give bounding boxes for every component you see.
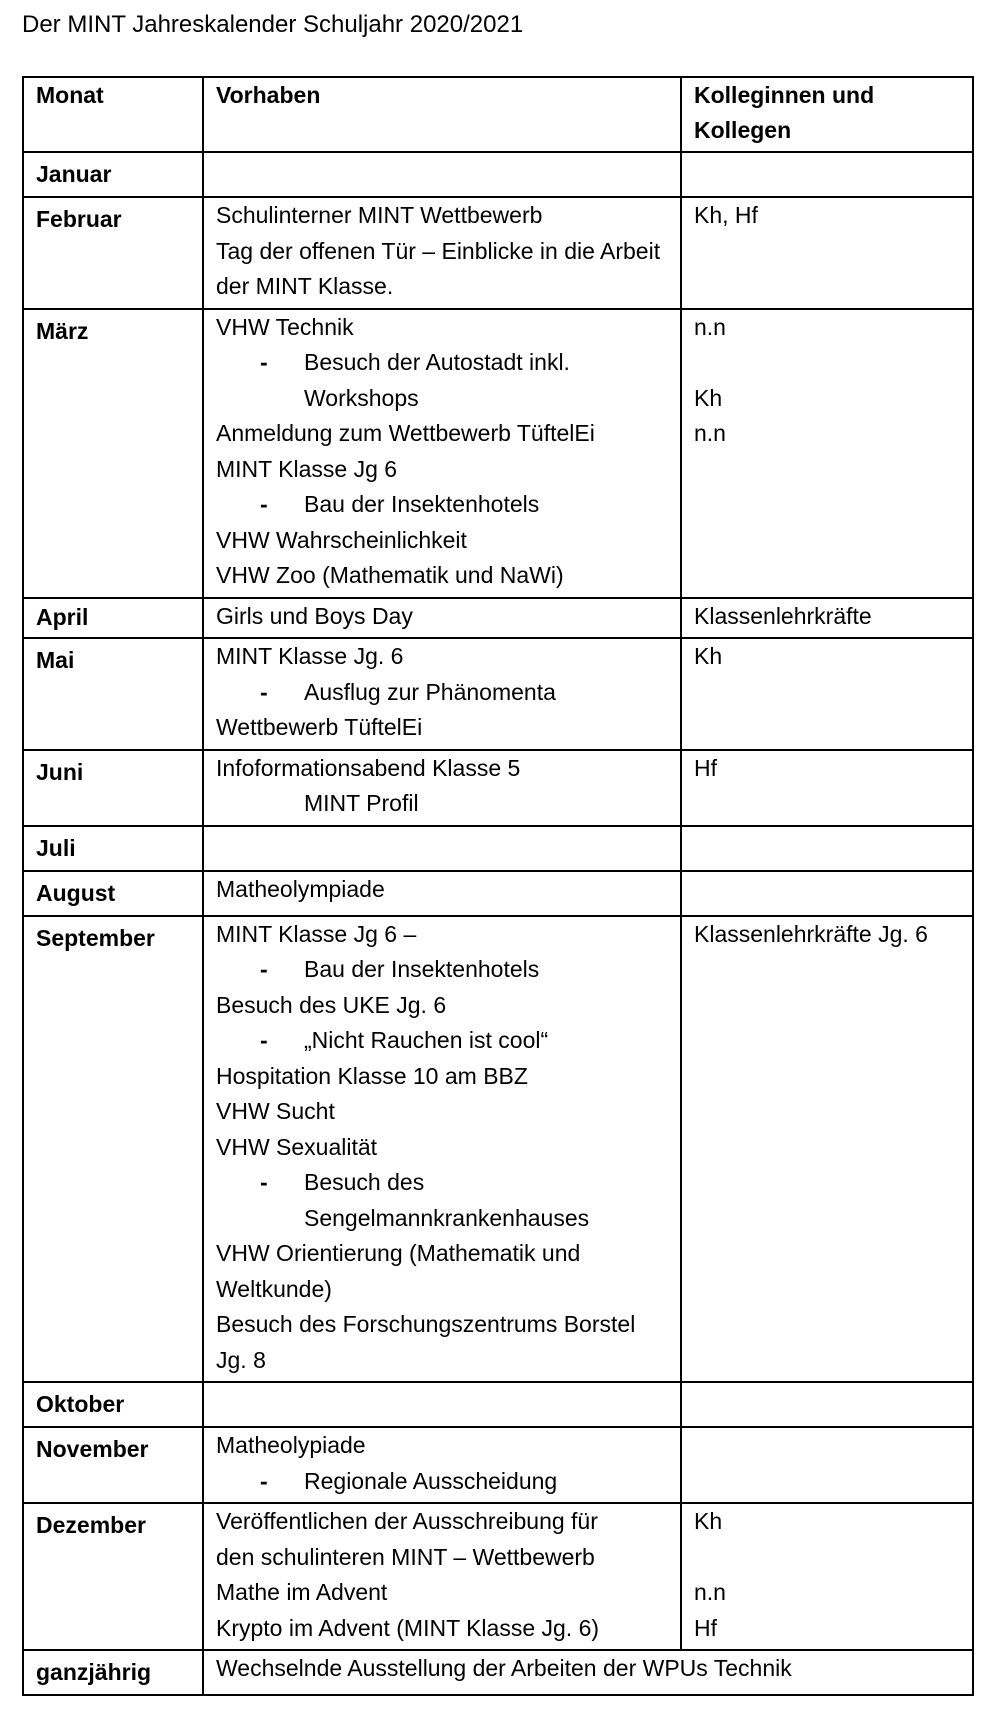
bullet-item: - Besuch der Autostadt inkl. Workshops (260, 349, 570, 411)
table-row-ganzjaehrig (23, 1650, 973, 1695)
bullet-item: - „Nicht Rauchen ist cool“ (216, 1023, 670, 1059)
vorhaben-cell: Matheolypiade - Regionale Ausscheidung (203, 1427, 681, 1503)
kolleg-cell: Kh n.n Hf (681, 1503, 973, 1650)
month-cell: ganzjährig (23, 1650, 203, 1695)
table-row-dezember (23, 1503, 973, 1650)
bullet-item: - Bau der Insektenhotels (216, 952, 670, 988)
vorhaben-cell: Schulinterner MINT Wettbewerb Tag der offenen Tür – Einblicke in die Arbeit der MINT Klasse. (203, 197, 681, 309)
kolleg-cell: Hf (681, 750, 973, 826)
table-header-row (23, 77, 973, 152)
vorhaben-cell (203, 826, 681, 871)
vorhaben-cell: Veröffentlichen der Ausschreibung für den schulinteren MINT – Wettbewerb Mathe im Advent Krypto im Advent (MINT Klasse Jg. 6) (203, 1503, 681, 1650)
table-row-maerz (23, 309, 973, 598)
vorhaben-cell: Girls und Boys Day (203, 598, 681, 639)
header-vorhaben: Vorhaben (203, 77, 681, 152)
month-cell: Mai (23, 638, 203, 750)
header-monat: Monat (23, 77, 203, 152)
bullet-item: - Regionale Ausscheidung (216, 1464, 670, 1500)
document-title: Der MINT Jahreskalender Schuljahr 2020/2021 (22, 11, 524, 38)
kolleg-cell (681, 1427, 973, 1503)
month-cell: November (23, 1427, 203, 1503)
table-row-januar (23, 152, 973, 197)
kolleg-cell: Kh (681, 638, 973, 750)
bullet-item: - Bau der Insektenhotels (216, 487, 670, 523)
table-row-juni (23, 750, 973, 826)
table-row-april (23, 598, 973, 639)
vorhaben-cell: Wechselnde Ausstellung der Arbeiten der WPUs Technik (203, 1650, 973, 1695)
vorhaben-cell: MINT Klasse Jg. 6 - Ausflug zur Phänomenta Wettbewerb TüftelEi (203, 638, 681, 750)
vorhaben-cell: Matheolympiade (203, 871, 681, 916)
month-cell: Juni (23, 750, 203, 826)
vorhaben-cell (203, 152, 681, 197)
table-row-oktober (23, 1382, 973, 1427)
month-cell: Dezember (23, 1503, 203, 1650)
month-cell: September (23, 916, 203, 1383)
month-cell: Juli (23, 826, 203, 871)
kolleg-cell (681, 871, 973, 916)
calendar-table (22, 76, 974, 1696)
kolleg-cell: n.n Kh n.n (681, 309, 973, 598)
kolleg-cell (681, 1382, 973, 1427)
month-cell: Oktober (23, 1382, 203, 1427)
bullet-item: - Ausflug zur Phänomenta (216, 675, 670, 711)
month-cell: August (23, 871, 203, 916)
table-row-juli (23, 826, 973, 871)
table-row-september (23, 916, 973, 1383)
vorhaben-cell: VHW Technik - Besuch der Autostadt inkl. Workshops Anmeldung zum Wettbewerb TüftelEi MINT Klasse Jg 6 - Bau der Insektenhotels VHW Wahrscheinlichkeit VHW Zoo (Mathematik und NaWi) (203, 309, 681, 598)
month-cell: April (23, 598, 203, 639)
vorhaben-cell (203, 1382, 681, 1427)
vorhaben-cell: MINT Klasse Jg 6 – - Bau der Insektenhotels Besuch des UKE Jg. 6 - „Nicht Rauchen ist cool“ Hospitation Klasse 10 am BBZ VHW Sucht VHW Sexualität - Besuch des Sengelmannkrankenhauses VHW Orientierung (Mathematik und Weltkunde) Besuch des Forschungszentrums Borstel Jg. 8 (203, 916, 681, 1383)
month-cell: Februar (23, 197, 203, 309)
kolleg-cell: Klassenlehrkräfte (681, 598, 973, 639)
kolleg-cell (681, 152, 973, 197)
kolleg-cell: Kh, Hf (681, 197, 973, 309)
table-row-august (23, 871, 973, 916)
table-row-november (23, 1427, 973, 1503)
kolleg-cell (681, 826, 973, 871)
table-row-mai (23, 638, 973, 750)
header-kolleginnen: Kolleginnen und Kollegen (681, 77, 973, 152)
month-cell: März (23, 309, 203, 598)
vorhaben-cell: Infoformationsabend Klasse 5 MINT Profil (203, 750, 681, 826)
bullet-item: - Besuch des Sengelmannkrankenhauses (260, 1169, 590, 1231)
kolleg-cell: Klassenlehrkräfte Jg. 6 (681, 916, 973, 1383)
table-row-februar (23, 197, 973, 309)
month-cell: Januar (23, 152, 203, 197)
